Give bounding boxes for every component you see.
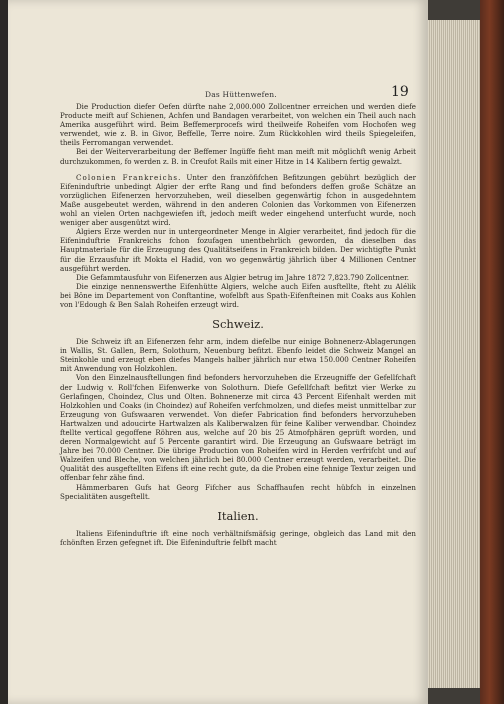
section-heading-schweiz: Schweiz. (212, 317, 264, 332)
paragraph-roll-works: Von den Einzelnausftellungen find befonders hervorzuheben die Erzeugniffe der Gefellfchaft der Ludwig v. Roll'fchen Eifenwerke von Solothurn. Diefe Gefellfchaft befitzt vier Werke zu Gerlafingen, Choindez, Clus und Olten. Bohnenerze mit circa 43 Percent Eifenhalt werden mit Holzkohlen und Coaks (in Choindez) auf Roheifen verfchmolzen, und diefes meist unmittelbar zur Erzeugung von Gufswaaren verwendet. Von diefer Fabrication find befonders hervorzuheben Hartwalzen und adoucirte Hartwalzen als Kaliberwalzen für feine Kaliber verwendbar. Choindez ftellte vertical gegoffene Röhren aus, welche auf 20 bis 25 Atmofphären geprüft worden, und deren Normalgewicht auf 5 Percente garantirt wird. Die Erzeugung an Gufswaare beträgt im Jahre bei 70.000 Centner. Die übrige Production von Roheifen wird in Herden verfrifcht und auf Walzeifen und Bleche, von welchen jährlich bei 80.000 Centner erzeugt werden, verarbeitet. Die Qualität des ausgeftellten Eifens ift eine recht gute, da die Proben eine fehnige Textur zeigen und offenbar fehr zähe find. (60, 373, 416, 483)
paragraph-alelik: Die einzige nennenswerthe Eifenhütte Algiers, welche auch Eifen ausftellte, fteht zu Alélik bei Bône im Departement von Conftantine, wofelbft aus Spath-Eifenfteinen mit Coaks aus Kohlen von l'Edough & Ben Salah Roheifen erzeugt wird. (60, 281, 416, 309)
page-body (60, 86, 416, 547)
colonies-lead: Colonien Frankreichs. (76, 172, 182, 182)
paragraph-algiers-ores: Algiers Erze werden nur in untergeordneter Menge in Algier verarbeitet, find jedoch für die Eifeninduftrie Frankreichs fchon fozufagen unentbehrlich geworden, da dieselben das Hauptmateriale für die Erzeugung des Qualitätseifens in Frankreich bilden. Der wichtigfte Punkt für die Erzausfuhr ift Mokta el Hadid, von wo gegenwärtig jährlich über 4 Millionen Centner ausgeführt werden. (60, 227, 416, 273)
paragraph-export: Die Gefammtausfuhr von Eifenerzen aus Algier betrug im Jahre 1872 7,823.790 Zollcentner. (76, 272, 410, 282)
book-gutter (0, 0, 8, 704)
paragraph-bessemer: Bei der Weiterverarbeitung der Beffemer Ingüffe fieht man meift mit möglichft wenig Arbeit durchzukommen, fo werden z. B. in Creufot Rails mit einer Hitze in 14 Kalibern fertig gewalzt. (60, 147, 416, 166)
page-edges (428, 20, 480, 688)
section-heading-italien: Italien. (217, 508, 259, 523)
page-number: 19 (391, 84, 409, 100)
book-cover (480, 0, 504, 704)
paragraph-production: Die Production diefer Oefen dürfte nahe 2,000.000 Zollcentner erreichen und werden diefe Producte meift auf Schienen, Achfen und Bandagen verarbeitet, von welchen ein Theil auch nach Amerika ausgeführt wird. Beim Beffemerprocefs wird theilweife Roheifen vom Hochofen weg verwendet, wie z. B. in Givor, Beffelle, Terre noire. Zum Rückkohlen wird theils Spiegeleifen, theils Ferromangan verwendet. (60, 102, 416, 148)
paragraph-schweiz-ores: Die Schweiz ift an Eifenerzen fehr arm, indem diefelbe nur einige Bohnenerz-Ablagerungen in Wallis, St. Gallen, Bern, Solothurn, Neuenburg befitzt. Ebenfo leidet die Schweiz Mangel an Steinkohle und erzeugt eben diefes Mangels halber jährlich nur etwa 150.000 Centner Roheifen mit Anwendung von Holzkohlen. (60, 337, 416, 374)
running-head: Das Hüttenwefen. (205, 90, 277, 99)
paragraph-fischer: Hämmerbaren Gufs hat Georg Fifcher aus Schaffhaufen recht hübfch in einzelnen Specialitäten ausgeftellt. (60, 482, 416, 501)
colonies-text: Unter den franzöfifchen Befitzungen gebührt bezüglich der Eifeninduftrie unbedingt Algier der erfte Rang und find befonders deffen große Schätze an vorzüglichen Eifenerzen hervorzuheben, weil dieselben gegenwärtig fchon in ausgedehntem Maße ausgebeutet werden, während in den anderen Colonien das Vorkommen von Eifenerzen wohl an vielen Orten nachgewiefen ift, jedoch meift weder eingehend unterfucht wurde, noch weniger aber ausgenützt wird. (60, 172, 416, 228)
paragraph-italien: Italiens Eifeninduftrie ift eine noch verhältnifsmäfsig geringe, obgleich das Land mit den fchönften Erzen gefegnet ift. Die Eifeninduftrie felbft macht (60, 528, 416, 547)
paragraph-colonies (60, 173, 416, 228)
